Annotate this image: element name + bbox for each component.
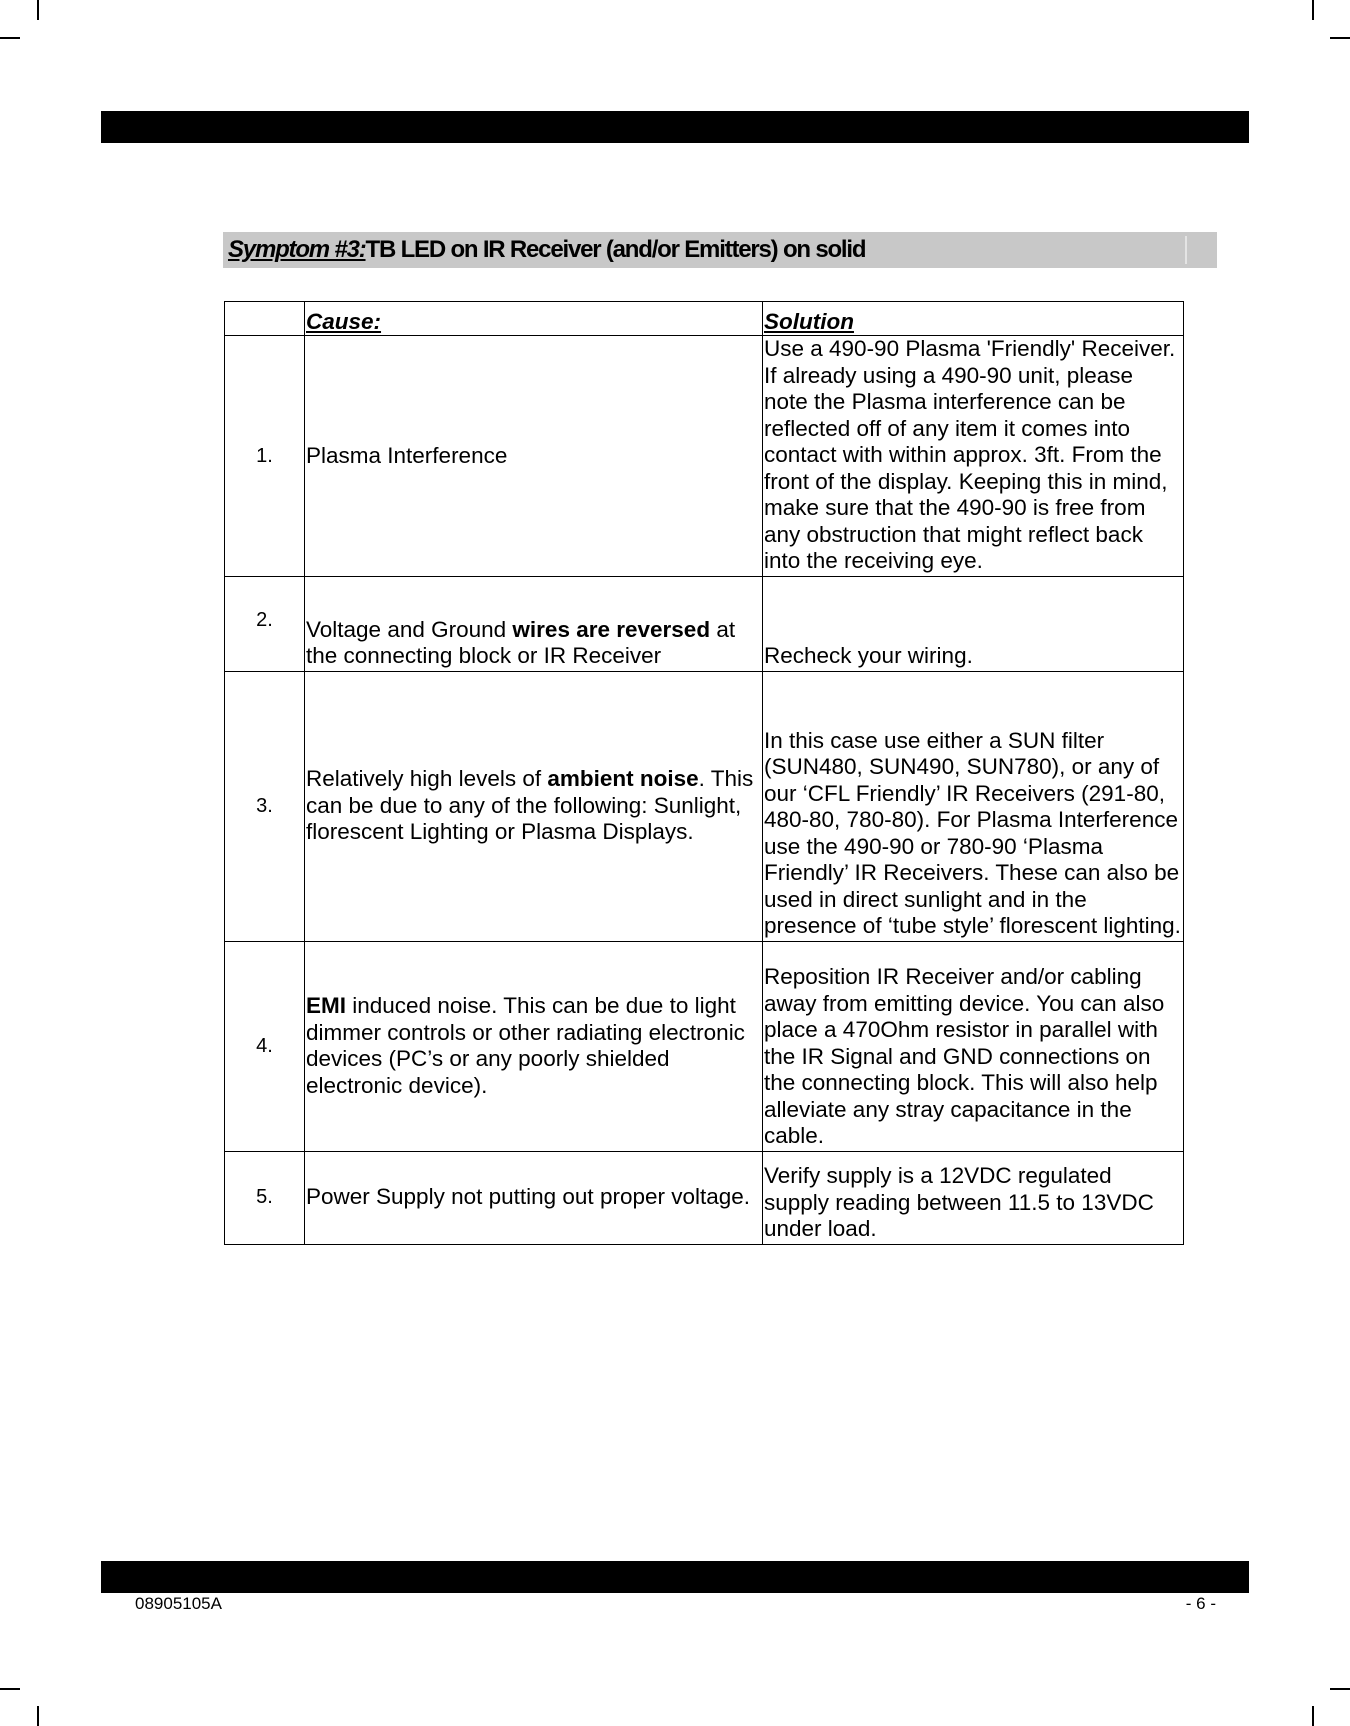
header-number	[225, 302, 305, 336]
crop-mark	[1330, 37, 1350, 39]
section-heading	[223, 232, 1217, 268]
row-cause	[305, 336, 763, 577]
row-cause	[305, 576, 763, 671]
cause-text: induced noise. This can be due to light dimmer controls or other radiating electronic devices (PC’s or any poorly shielded electronic device).	[306, 993, 745, 1098]
row-cause	[305, 671, 763, 941]
cause-text: . This can be due to any of the following: Sunlight, florescent Lighting or Plasma Displays.	[306, 766, 754, 845]
cause-text: Voltage and Ground	[306, 616, 513, 642]
crop-mark	[1330, 1688, 1350, 1690]
table-row	[225, 1151, 1184, 1244]
cause-emphasis: EMI	[306, 993, 347, 1018]
crop-mark	[1312, 0, 1314, 20]
row-number: 3.	[225, 671, 305, 941]
heading-decoration	[1185, 236, 1187, 264]
table-row	[225, 336, 1184, 577]
crop-mark	[37, 0, 39, 20]
row-number: 4.	[225, 941, 305, 1151]
table-row	[225, 576, 1184, 671]
cause-emphasis: wires are reversed	[512, 616, 711, 642]
cause-text: Power Supply not putting out proper voltage.	[306, 1184, 751, 1210]
row-solution: Reposition IR Receiver and/or cabling away from emitting device. You can also place a 470Ohm resistor in parallel with the IR Signal and GND connections on the connecting block. This will also help alleviate any stray capacitance in the cable.	[763, 941, 1184, 1151]
cause-text: Plasma Interference	[306, 442, 508, 468]
crop-mark	[37, 1706, 39, 1726]
row-solution: Use a 490-90 Plasma 'Friendly' Receiver. If already using a 490-90 unit, please note the Plasma interference can be reflected off of any item it comes into contact with within approx. 3ft. From the front of the display. Keeping this in mind, make sure that the 490-90 is free from any obstruction that might reflect back into the receiving eye.	[763, 336, 1184, 577]
row-cause	[305, 941, 763, 1151]
row-number: 2.	[225, 576, 305, 671]
row-number: 5.	[225, 1151, 305, 1244]
crop-mark	[0, 37, 20, 39]
cause-text: at the connecting block or IR Receiver	[306, 616, 736, 668]
row-solution: Recheck your wiring.	[763, 576, 1184, 671]
crop-mark	[1312, 1706, 1314, 1726]
crop-mark	[0, 1688, 20, 1690]
page-number: - 6 -	[1185, 1594, 1216, 1613]
header-cause: Cause:	[305, 302, 763, 336]
header-solution: Solution	[763, 302, 1184, 336]
cause-text: Relatively high levels of	[306, 766, 548, 792]
cause-emphasis: ambient noise	[547, 766, 699, 792]
table-row	[225, 671, 1184, 941]
table-header-row	[225, 302, 1184, 336]
header-bar	[101, 111, 1249, 143]
troubleshooting-table	[224, 301, 1184, 1245]
section-title: TB LED on IR Receiver (and/or Emitters) on solid	[365, 236, 866, 263]
row-solution: Verify supply is a 12VDC regulated supply reading between 11.5 to 13VDC under load.	[763, 1151, 1184, 1244]
section-label: Symptom #3:	[228, 236, 366, 263]
doc-number: 08905105A	[135, 1594, 222, 1613]
row-solution: In this case use either a SUN filter (SUN480, SUN490, SUN780), or any of our ‘CFL Friendly’ IR Receivers (291-80, 480-80, 780-80). For Plasma Interference use the 490-90 or 780-90 ‘Plasma Friendly’ IR Receivers. These can also be used in direct sunlight and in the presence of ‘tube style’ florescent lighting.	[763, 671, 1184, 941]
row-cause	[305, 1151, 763, 1244]
table-row	[225, 941, 1184, 1151]
footer-bar	[101, 1561, 1249, 1593]
row-number: 1.	[225, 336, 305, 577]
